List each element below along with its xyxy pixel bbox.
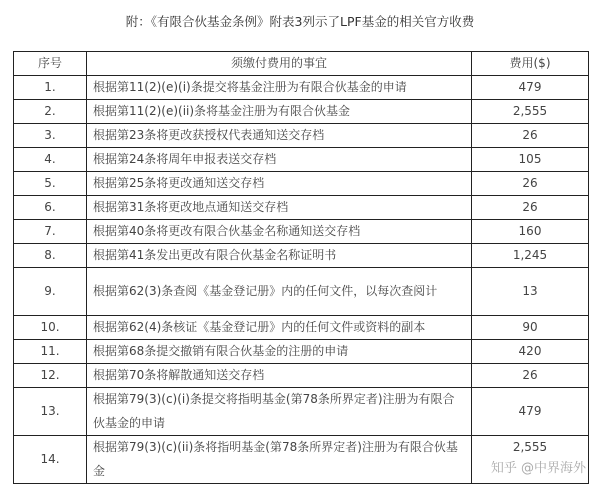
row-fee: 1,245 <box>472 244 589 268</box>
row-fee: 160 <box>472 220 589 244</box>
row-item: 根据第70条将解散通知送交存档 <box>87 364 472 388</box>
table-row <box>14 340 589 364</box>
fee-table <box>13 51 589 484</box>
row-index: 8. <box>14 244 87 268</box>
table-header <box>14 52 589 76</box>
table-row <box>14 364 589 388</box>
row-fee-value: 2,555 <box>512 440 548 454</box>
row-fee: 26 <box>472 124 589 148</box>
row-item: 根据第40条将更改有限合伙基金名称通知送交存档 <box>87 220 472 244</box>
row-fee: 13 <box>472 268 589 316</box>
table-row <box>14 100 589 124</box>
row-item: 根据第11(2)(e)(i)条提交将基金注册为有限合伙基金的申请 <box>87 76 472 100</box>
table-row <box>14 148 589 172</box>
table-row <box>14 244 589 268</box>
row-item: 根据第79(3)(c)(i)条提交将指明基金(第78条所界定者)注册为有限合伙基金的申请 <box>87 388 472 436</box>
header-item: 须缴付费用的事宜 <box>87 52 472 76</box>
row-item: 根据第24条将周年申报表送交存档 <box>87 148 472 172</box>
row-fee: 26 <box>472 172 589 196</box>
table-row <box>14 76 589 100</box>
row-fee: 26 <box>472 364 589 388</box>
row-item: 根据第79(3)(c)(ii)条将指明基金(第78条所界定者)注册为有限合伙基金 <box>87 436 472 484</box>
row-item: 根据第41条发出更改有限合伙基金名称证明书 <box>87 244 472 268</box>
table-row <box>14 220 589 244</box>
row-index: 6. <box>14 196 87 220</box>
row-index: 1. <box>14 76 87 100</box>
row-fee: 90 <box>472 316 589 340</box>
row-index: 3. <box>14 124 87 148</box>
row-item: 根据第68条提交撤销有限合伙基金的注册的申请 <box>87 340 472 364</box>
table-row <box>14 268 589 316</box>
row-index: 10. <box>14 316 87 340</box>
row-item: 根据第31条将更改地点通知送交存档 <box>87 196 472 220</box>
page-title: 附：《有限合伙基金条例》附表3列示了LPF基金的相关官方收费 <box>125 14 475 29</box>
row-fee: 26 <box>472 196 589 220</box>
watermark: 知乎 @中界海外 <box>490 461 586 476</box>
table-row <box>14 388 589 436</box>
row-fee: 479 <box>472 76 589 100</box>
row-index: 12. <box>14 364 87 388</box>
row-index: 13. <box>14 388 87 436</box>
row-fee: 105 <box>472 148 589 172</box>
row-fee: 2,555 <box>472 100 589 124</box>
row-index: 5. <box>14 172 87 196</box>
header-index: 序号 <box>14 52 87 76</box>
row-fee <box>472 436 589 484</box>
row-index: 9. <box>14 268 87 316</box>
row-index: 4. <box>14 148 87 172</box>
row-item: 根据第25条将更改通知送交存档 <box>87 172 472 196</box>
row-item: 根据第62(4)条核证《基金登记册》内的任何文件或资料的副本 <box>87 316 472 340</box>
row-item: 根据第11(2)(e)(ii)条将基金注册为有限合伙基金 <box>87 100 472 124</box>
table-row <box>14 172 589 196</box>
row-fee: 420 <box>472 340 589 364</box>
table-row <box>14 436 589 484</box>
row-index: 7. <box>14 220 87 244</box>
header-fee: 费用($) <box>472 52 589 76</box>
row-item: 根据第62(3)条查阅《基金登记册》内的任何文件，以每次查阅计 <box>87 268 472 316</box>
row-index: 2. <box>14 100 87 124</box>
row-fee: 479 <box>472 388 589 436</box>
table-row <box>14 316 589 340</box>
row-index: 14. <box>14 436 87 484</box>
row-index: 11. <box>14 340 87 364</box>
table-row <box>14 196 589 220</box>
row-item: 根据第23条将更改获授权代表通知送交存档 <box>87 124 472 148</box>
table-row <box>14 124 589 148</box>
